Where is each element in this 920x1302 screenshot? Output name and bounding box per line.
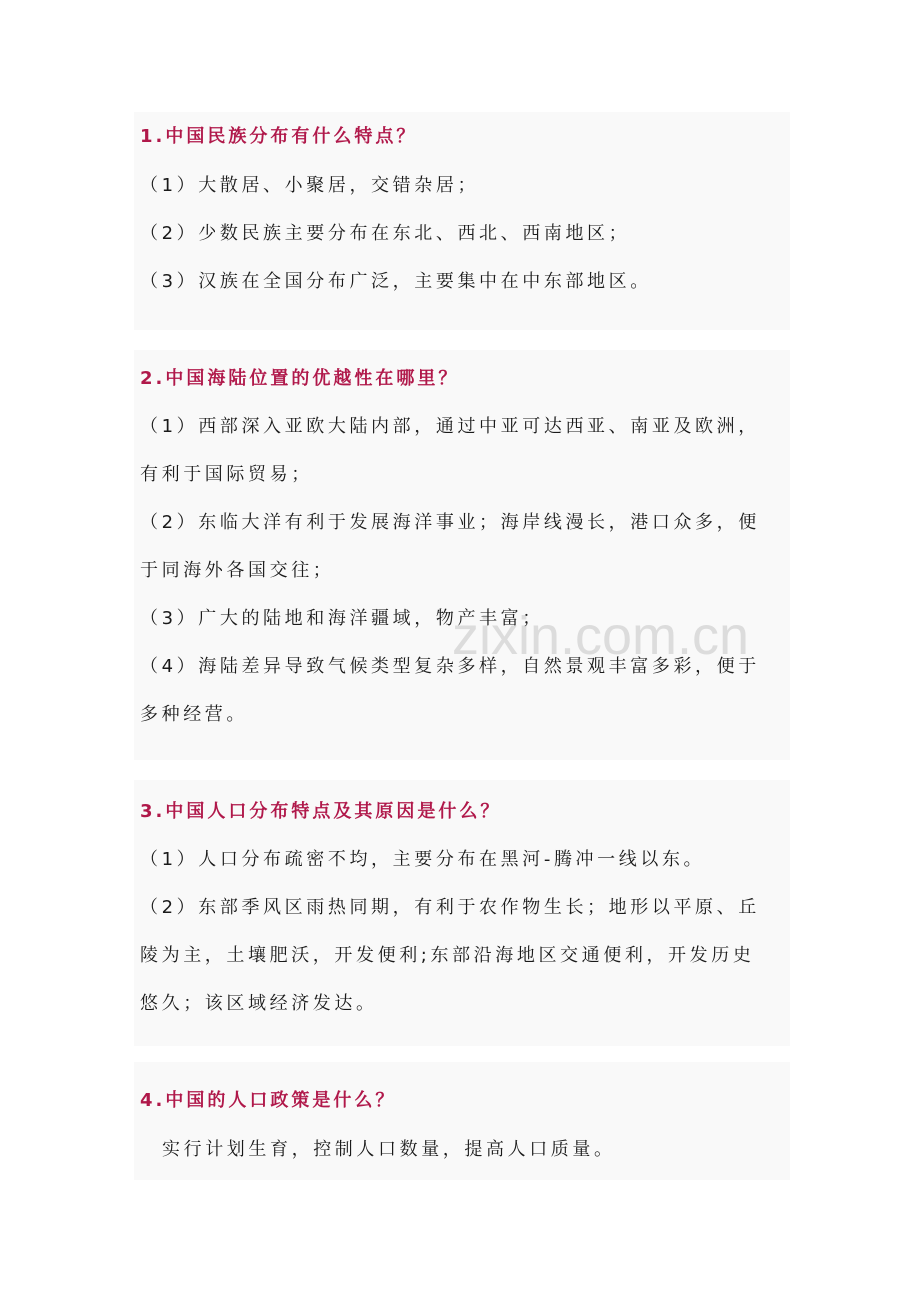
question-3-heading: 3.中国人口分布特点及其原因是什么？ — [140, 801, 502, 822]
answer-line: （2）东临大洋有利于发展海洋事业；海岸线漫长，港口众多，便 — [140, 512, 760, 533]
question-1-heading: 1.中国民族分布有什么特点？ — [140, 126, 418, 147]
answer-line: （4）海陆差异导致气候类型复杂多样，自然景观丰富多彩，便于 — [140, 656, 760, 677]
answer-line: （3）汉族在全国分布广泛，主要集中在中东部地区。 — [140, 271, 652, 292]
question-2-heading: 2.中国海陆位置的优越性在哪里？ — [140, 368, 460, 389]
answer-line: （1）西部深入亚欧大陆内部，通过中亚可达西亚、南亚及欧洲， — [140, 416, 760, 437]
answer-line: 于同海外各国交往； — [140, 560, 335, 581]
answer-line: （1）大散居、小聚居，交错杂居； — [140, 175, 480, 196]
answer-line: 实行计划生育，控制人口数量，提高人口质量。 — [162, 1139, 616, 1160]
answer-line: 悠久；该区域经济发达。 — [140, 993, 378, 1014]
answer-line: 多种经营。 — [140, 704, 248, 725]
answer-line: （1）人口分布疏密不均，主要分布在黑河-腾冲一线以东。 — [140, 849, 706, 870]
answer-line: （2）东部季风区雨热同期，有利于农作物生长；地形以平原、丘 — [140, 897, 760, 918]
answer-line: （2）少数民族主要分布在东北、西北、西南地区； — [140, 223, 631, 244]
section-2-panel — [134, 350, 790, 760]
question-4-heading: 4.中国的人口政策是什么？ — [140, 1090, 397, 1111]
section-4-panel — [134, 1062, 790, 1180]
watermark: zixin.com.cn — [452, 606, 750, 666]
answer-line: 陵为主，土壤肥沃，开发便利;东部沿海地区交通便利，开发历史 — [140, 945, 755, 966]
answer-line: （3）广大的陆地和海洋疆域，物产丰富； — [140, 608, 544, 629]
answer-line: 有利于国际贸易； — [140, 464, 313, 485]
